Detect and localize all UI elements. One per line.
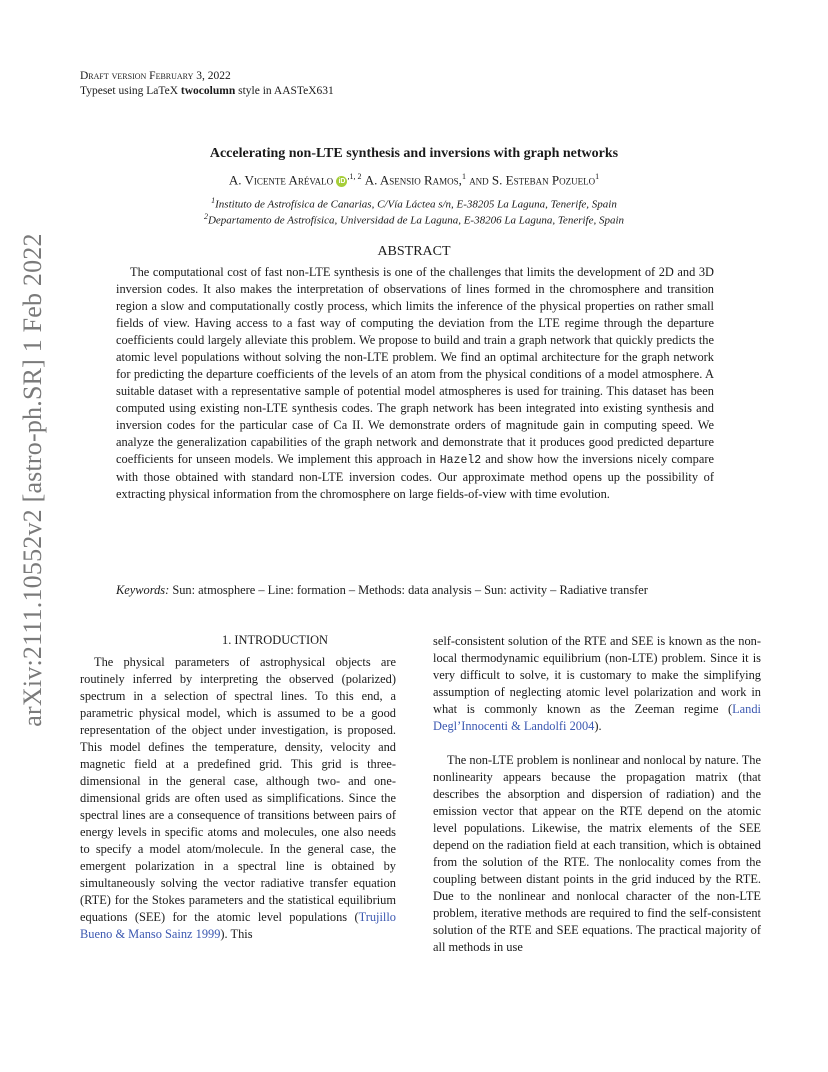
paper-title: Accelerating non-LTE synthesis and inversions with graph networks (209, 146, 619, 161)
author-list: A. Vicente Arévalo $iD^{,1, 2}$ A. Asensio Ramos,$^1$ and S. Esteban Pozuelo$^1$ (228, 172, 600, 188)
author-2: A. Asensio Ramos, (364, 172, 462, 188)
arxiv-identifier[interactable]: arXiv:2111.10552v2 [astro-ph.SR] 1 Feb 2022 (18, 233, 47, 727)
orcid-icon[interactable]: iD (338, 178, 346, 186)
typeset-line: Typeset using LaTeX twocolumn style in AASTeX631 (80, 85, 334, 97)
author-3: and S. Esteban Pozuelo (469, 172, 596, 188)
author-1: A. Vicente Arévalo (228, 172, 334, 188)
citation-link[interactable]: Trujillo Bueno & Manso Sainz 1999 (80, 910, 396, 941)
abstract-text: The computational cost of fast non-LTE synthesis is one of the challenges that limits the development of 2D and 3D inversion codes. It also makes the interpretation of observations of lines formed in the chromosphere and transition region a slow and computationally costly process, which limits the inference of the physical properties on rather small fields of view. Having access to a fast way of computing the deviation from the LTE regime through the departure coefficients could largely alleviate this problem. We propose to build and train a graph network that quickly predicts the atomic level populations without solving the non-LTE problem. We find an optimal architecture for the graph network for predicting the departure coefficients of the levels of an atom from the physical conditions of a model atmosphere. A suitable dataset with a representative sample of potential model atmospheres is used for training. This dataset has been computed using existing non-LTE synthesis codes. The graph network has been integrated into existing synthesis and inversion codes for the particular case of Ca II. We demonstrate orders of magnitude gain in computing speed. We analyze the generalization capabilities of the graph network and demonstrate that it produces good predicted departure coefficients for unseen models. We implement this approach in Hazel2 and show how the inversions nicely compare with those obtained with standard non-LTE inversion codes. Our approximate method opens up the possibility of extracting physical information from the chromosphere on large fields-of-view with time evolution. (116, 265, 714, 501)
affiliation-2: $^2$Departamento de Astrofísica, Universidad de La Laguna, E-38206 La Laguna, Tenerife, Spain (203, 212, 625, 227)
citation-link[interactable]: Landi Degl’Innocenti & Landolfi 2004 (433, 702, 761, 733)
intro-paragraph-continued: self-consistent solution of the RTE and SEE is known as the non-local thermodynamic equilibrium (non-LTE) problem. Since it is very difficult to solve, it is customary to make the simplifying assumption of neglecting atomic level polarization and work in what is commonly known as the Zeeman regime (Landi Degl’Innocenti & Landolfi 2004). (433, 634, 761, 733)
intro-paragraph-1: The physical parameters of astrophysical objects are routinely inferred by interpreting the observed (polarized) spectrum in a selection of spectral lines. To this end, a parametric physical model, which is assumed to be a good representation of the object under investigation, is proposed. This model defines the temperature, density, velocity and magnetic field at a predefined grid. This grid is three-dimensional in the general case, although two- and one-dimensional grids are often used as simplifications. Since the spectral lines are a consequence of transitions between pairs of energy levels in specific atoms and molecules, one also needs to specify a model atom/molecule. In the general case, the emergent polarization in a spectral line is obtained by simultaneously solving the vector radiative transfer equation (RTE) for the Stokes parameters and the statistical equilibrium equations (SEE) for the atomic level populations (Trujillo Bueno & Manso Sainz 1999). This (80, 655, 396, 941)
abstract-heading: ABSTRACT (377, 244, 451, 259)
latex-logo: LaTeX (146, 85, 179, 97)
section-heading-introduction: 1. INTRODUCTION (222, 633, 328, 647)
code-name: Hazel2 (439, 454, 482, 467)
draft-version: Draft version February 3, 2022 (80, 70, 231, 82)
keywords: Keywords: Sun: atmosphere – Line: formation – Methods: data analysis – Sun: activity – Radiative transfer (116, 583, 648, 597)
intro-paragraph-2: The non-LTE problem is nonlinear and nonlocal by nature. The nonlinearity appears because the propagation matrix (that describes the absorption and dispersion of radiation) and the emission vector that appear on the RTE depend on the atomic level populations. Likewise, the matrix elements of the SEE depend on the radiation field at each transition, which is obtained from the solution of the RTE. The nonlocality comes from the coupling between distant points in the grid induced by the RTE. Due to the nonlinear and nonlocal character of the non-LTE problem, iterative methods are required to find the self-consistent solution of the RTE and SEE equations. The practical majority of all methods in use (433, 753, 761, 954)
affiliation-1: $^1$Instituto de Astrofísica de Canarias, C/Vía Láctea s/n, E-38205 La Laguna, Tenerife, Spain (211, 196, 617, 211)
